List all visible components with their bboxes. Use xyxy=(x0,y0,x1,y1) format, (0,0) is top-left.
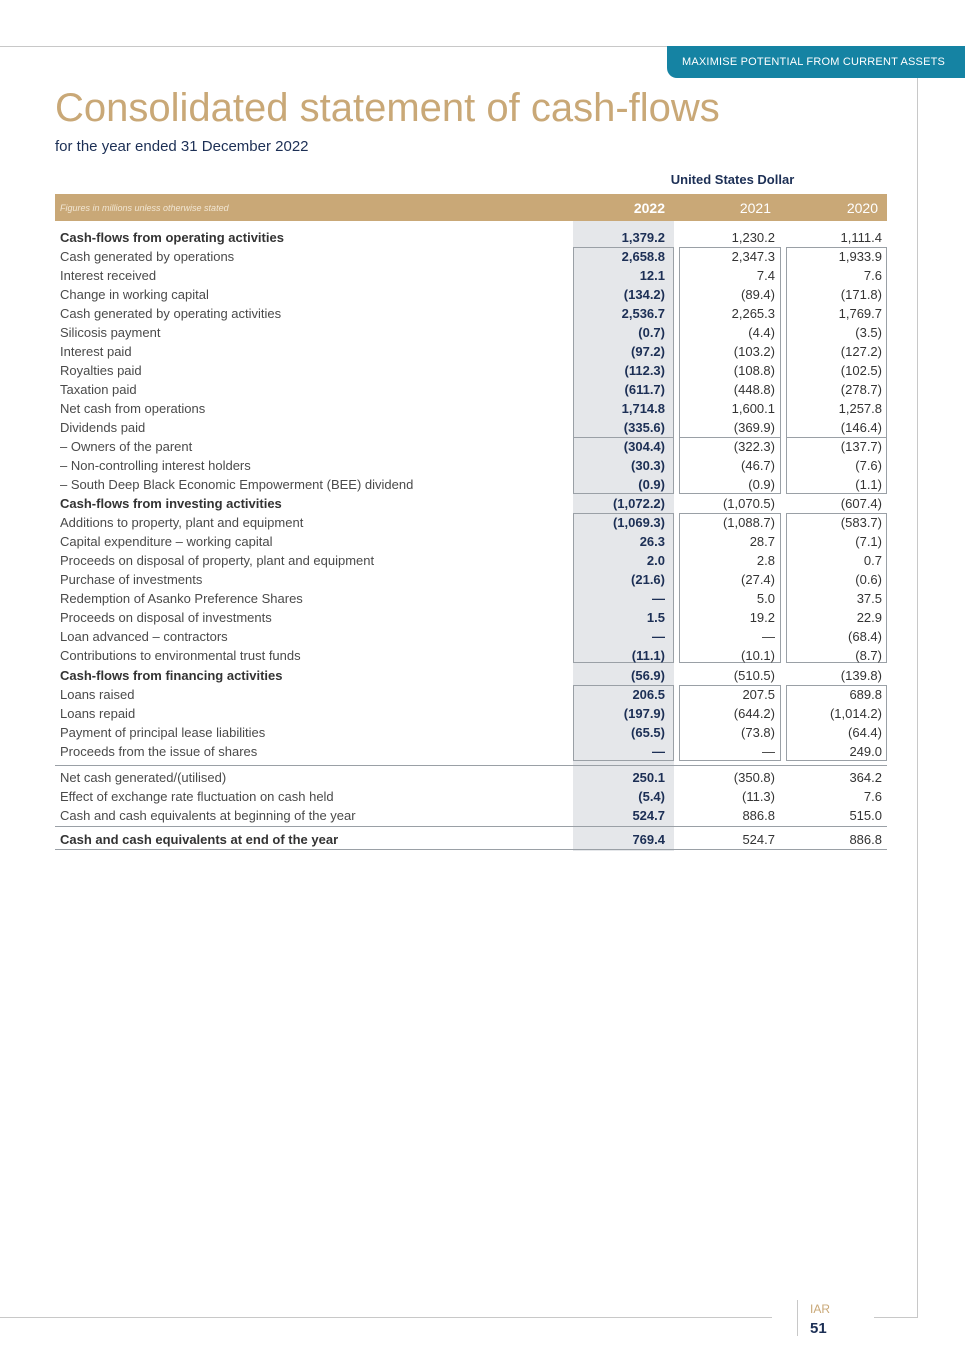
value-2020: (0.6) xyxy=(855,572,882,587)
value-2022: (21.6) xyxy=(631,572,665,587)
row-label: Proceeds from the issue of shares xyxy=(60,744,258,759)
value-2022: (97.2) xyxy=(631,344,665,359)
value-2020: 364.2 xyxy=(849,770,882,785)
value-2021: (27.4) xyxy=(741,572,775,587)
page-title: Consolidated statement of cash-flows xyxy=(55,86,720,130)
value-2021: 5.0 xyxy=(756,591,775,606)
table-row xyxy=(55,646,887,665)
table-row xyxy=(55,532,887,551)
value-2021: 524.7 xyxy=(742,832,775,847)
value-2020: (278.7) xyxy=(840,382,882,397)
row-label: Dividends paid xyxy=(60,420,146,435)
footer-rule xyxy=(797,1300,798,1336)
value-2021: (350.8) xyxy=(733,770,775,785)
value-2021: (11.3) xyxy=(742,789,775,804)
row-label: Change in working capital xyxy=(60,287,209,302)
value-2020: 886.8 xyxy=(849,832,882,847)
row-label: Purchase of investments xyxy=(60,572,203,587)
row-label: Royalties paid xyxy=(60,363,142,378)
value-2020: (7.1) xyxy=(855,534,882,549)
value-2021: (103.2) xyxy=(733,344,775,359)
row-label: Net cash from operations xyxy=(60,401,206,416)
row-label: Cash and cash equivalents at beginning of the year xyxy=(60,808,356,823)
value-2022: 524.7 xyxy=(632,808,665,823)
value-2021: 1,230.2 xyxy=(731,230,775,245)
table-row xyxy=(55,380,887,399)
row-label: Capital expenditure – working capital xyxy=(60,534,273,549)
row-label: Redemption of Asanko Preference Shares xyxy=(60,591,303,606)
table-row xyxy=(55,228,887,247)
value-2022: (112.3) xyxy=(624,363,665,378)
table-row xyxy=(55,304,887,323)
row-label: Contributions to environmental trust funds xyxy=(60,648,301,663)
row-label: Proceeds on disposal of investments xyxy=(60,610,272,625)
value-2021: 2,265.3 xyxy=(731,306,775,321)
bottom-rule-right xyxy=(874,1317,918,1318)
table-row xyxy=(55,475,887,494)
row-label: Cash generated by operations xyxy=(60,249,235,264)
page-number: 51 xyxy=(810,1320,827,1337)
value-2021: (322.3) xyxy=(733,439,775,454)
row-label: Loans repaid xyxy=(60,706,136,721)
value-2021: (10.1) xyxy=(741,648,775,663)
value-2022: 2.0 xyxy=(646,553,665,568)
value-2020: 515.0 xyxy=(849,808,882,823)
value-2022: (11.1) xyxy=(631,648,665,663)
table-row xyxy=(55,608,887,627)
table-row xyxy=(55,787,887,806)
value-2021: (0.9) xyxy=(748,477,775,492)
row-label: Silicosis payment xyxy=(60,325,161,340)
value-2022: 2,536.7 xyxy=(621,306,665,321)
row-label: – South Deep Black Economic Empowerment (BEE) dividend xyxy=(60,477,414,492)
value-2022: 1,714.8 xyxy=(621,401,665,416)
value-2021: (510.5) xyxy=(733,668,775,683)
value-2022: (335.6) xyxy=(623,420,665,435)
value-2020: (68.4) xyxy=(848,629,882,644)
divider xyxy=(55,849,887,850)
value-2021: (46.7) xyxy=(741,458,775,473)
value-2021: (73.8) xyxy=(741,725,775,740)
value-2020: 22.9 xyxy=(856,610,882,625)
value-2020: 249.0 xyxy=(849,744,882,759)
value-2021: — xyxy=(762,629,775,644)
value-2022: (30.3) xyxy=(631,458,665,473)
table-row xyxy=(55,399,887,418)
value-2020: (146.4) xyxy=(840,420,882,435)
row-label: Interest received xyxy=(60,268,157,283)
value-2021: (4.4) xyxy=(748,325,775,340)
value-2022: 26.3 xyxy=(639,534,665,549)
table-row xyxy=(55,323,887,342)
value-2022: — xyxy=(652,629,665,644)
value-2021: 19.2 xyxy=(749,610,775,625)
value-2020: (1.1) xyxy=(855,477,882,492)
divider xyxy=(55,765,887,766)
value-2021: 886.8 xyxy=(742,808,775,823)
value-2020: 0.7 xyxy=(863,553,882,568)
value-2021: — xyxy=(762,744,775,759)
row-label: Effect of exchange rate fluctuation on cash held xyxy=(60,789,334,804)
table-row xyxy=(55,704,887,723)
value-2022: (65.5) xyxy=(631,725,665,740)
column-header-2020: 2020 xyxy=(846,200,878,216)
value-2021: (448.8) xyxy=(733,382,775,397)
value-2021: 2,347.3 xyxy=(731,249,775,264)
table-row xyxy=(55,627,887,646)
table-row xyxy=(55,456,887,475)
table-row xyxy=(55,570,887,589)
table-row xyxy=(55,266,887,285)
bottom-rule xyxy=(0,1317,772,1318)
table-row xyxy=(55,285,887,304)
value-2020: (64.4) xyxy=(848,725,882,740)
table-row xyxy=(55,342,887,361)
value-2021: (1,088.7) xyxy=(722,515,775,530)
value-2021: 28.7 xyxy=(749,534,775,549)
table-row xyxy=(55,589,887,608)
table-row xyxy=(55,551,887,570)
table-row xyxy=(55,723,887,742)
value-2022: 206.5 xyxy=(632,687,665,702)
row-label: Proceeds on disposal of property, plant and equipment xyxy=(60,553,375,568)
row-label: Cash-flows from operating activities xyxy=(60,230,284,245)
value-2020: 7.6 xyxy=(863,789,882,804)
divider xyxy=(55,826,887,827)
value-2020: (139.8) xyxy=(840,668,882,683)
row-label: Cash-flows from investing activities xyxy=(60,496,282,511)
row-label: Payment of principal lease liabilities xyxy=(60,725,266,740)
table-row xyxy=(55,742,887,761)
value-2020: (607.4) xyxy=(840,496,882,511)
section-banner: MAXIMISE POTENTIAL FROM CURRENT ASSETS xyxy=(667,46,965,78)
value-2021: 7.4 xyxy=(756,268,775,283)
value-2022: 1.5 xyxy=(646,610,665,625)
value-2022: 12.1 xyxy=(639,268,665,283)
value-2020: (102.5) xyxy=(840,363,882,378)
value-2020: 1,933.9 xyxy=(838,249,882,264)
row-label: Taxation paid xyxy=(60,382,137,397)
table-row xyxy=(55,768,887,787)
table-row xyxy=(55,437,887,456)
value-2022: 1,379.2 xyxy=(621,230,665,245)
row-label: Cash generated by operating activities xyxy=(60,306,282,321)
value-2022: (1,069.3) xyxy=(612,515,665,530)
value-2020: (3.5) xyxy=(855,325,882,340)
value-2020: (7.6) xyxy=(855,458,882,473)
table-header xyxy=(55,194,887,221)
table-row xyxy=(55,513,887,532)
value-2021: 1,600.1 xyxy=(731,401,775,416)
table-row xyxy=(55,247,887,266)
value-2020: 1,257.8 xyxy=(838,401,882,416)
value-2022: (5.4) xyxy=(638,789,665,804)
page-subtitle: for the year ended 31 December 2022 xyxy=(55,138,309,155)
value-2022: (1,072.2) xyxy=(612,496,665,511)
value-2022: (134.2) xyxy=(623,287,665,302)
value-2022: — xyxy=(652,744,665,759)
value-2020: (1,014.2) xyxy=(829,706,882,721)
value-2022: (0.9) xyxy=(638,477,665,492)
row-label: – Owners of the parent xyxy=(60,439,193,454)
value-2021: (89.4) xyxy=(741,287,775,302)
value-2021: (108.8) xyxy=(733,363,775,378)
value-2022: — xyxy=(652,591,665,606)
value-2021: (644.2) xyxy=(733,706,775,721)
value-2020: (137.7) xyxy=(840,439,882,454)
value-2022: (197.9) xyxy=(623,706,665,721)
table-row xyxy=(55,494,887,513)
value-2022: (611.7) xyxy=(624,382,665,397)
value-2020: 689.8 xyxy=(849,687,882,702)
value-2020: 37.5 xyxy=(856,591,882,606)
value-2021: 207.5 xyxy=(742,687,775,702)
column-header-2022: 2022 xyxy=(633,200,665,216)
value-2020: (127.2) xyxy=(840,344,882,359)
value-2021: 2.8 xyxy=(756,553,775,568)
figures-note: Figures in millions unless otherwise stated xyxy=(60,203,229,213)
column-header-2021: 2021 xyxy=(739,200,771,216)
table-row xyxy=(55,806,887,825)
row-label: – Non-controlling interest holders xyxy=(60,458,251,473)
table-row xyxy=(55,666,887,685)
value-2021: (369.9) xyxy=(733,420,775,435)
value-2020: (8.7) xyxy=(855,648,882,663)
value-2022: 2,658.8 xyxy=(621,249,665,264)
value-2020: 1,111.4 xyxy=(840,230,882,245)
table-row xyxy=(55,830,887,849)
value-2020: (583.7) xyxy=(840,515,882,530)
row-label: Cash-flows from financing activities xyxy=(60,668,283,683)
right-rule xyxy=(917,46,918,1318)
currency-label: United States Dollar xyxy=(670,172,795,187)
row-label: Interest paid xyxy=(60,344,132,359)
row-label: Net cash generated/(utilised) xyxy=(60,770,227,785)
table-row xyxy=(55,418,887,437)
table-row xyxy=(55,685,887,704)
report-label: IAR xyxy=(810,1302,831,1316)
value-2020: 1,769.7 xyxy=(838,306,882,321)
value-2022: (56.9) xyxy=(631,668,665,683)
row-label: Cash and cash equivalents at end of the year xyxy=(60,832,339,847)
table-row xyxy=(55,361,887,380)
value-2022: 250.1 xyxy=(632,770,665,785)
value-2022: (304.4) xyxy=(623,439,665,454)
value-2020: 7.6 xyxy=(863,268,882,283)
value-2021: (1,070.5) xyxy=(722,496,775,511)
value-2022: (0.7) xyxy=(638,325,665,340)
value-2020: (171.8) xyxy=(840,287,882,302)
row-label: Additions to property, plant and equipment xyxy=(60,515,304,530)
value-2022: 769.4 xyxy=(632,832,665,847)
row-label: Loan advanced – contractors xyxy=(60,629,228,644)
row-label: Loans raised xyxy=(60,687,135,702)
